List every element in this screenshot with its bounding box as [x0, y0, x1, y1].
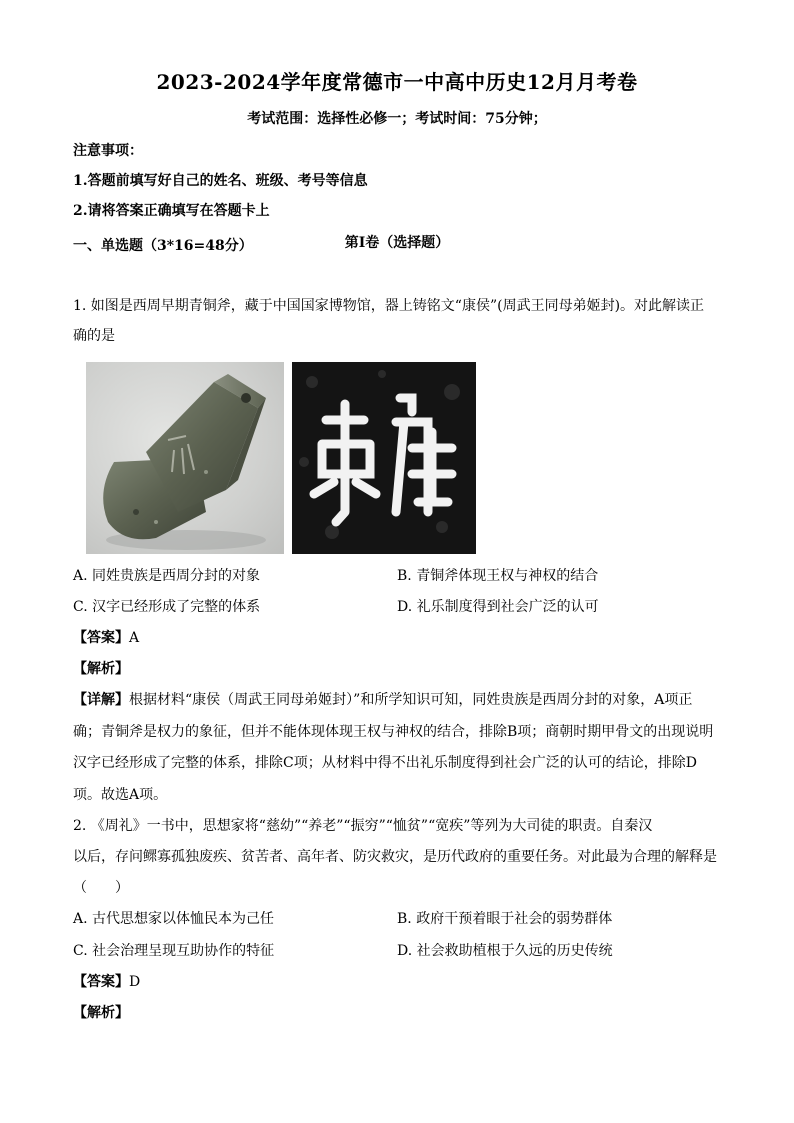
bronze-axe-photo — [86, 362, 284, 554]
q1-option-c[interactable]: C. 汉字已经形成了完整的体系 — [73, 599, 261, 615]
answer-value: A — [129, 630, 140, 646]
answer-tag: 【答案】 — [73, 974, 129, 990]
inscription-rubbing — [292, 362, 476, 554]
q1-option-a[interactable]: A. 同姓贵族是西周分封的对象 — [73, 568, 261, 584]
q2-analysis-tag: 【解析】 — [73, 1005, 129, 1021]
answer-tag: 【答案】 — [73, 630, 129, 646]
q1-detail-line-3: 汉字已经形成了完整的体系，排除C项；从材料中得不出礼乐制度得到社会广泛的认可的结论，排除D — [73, 755, 697, 771]
q2-stem-line-1: 2. 《周礼》一书中，思想家将“慈幼”“养老”“振穷”“恤贫”“宽疾”等列为大司徒的职责。自秦汉 — [73, 818, 653, 834]
q1-option-b[interactable]: B. 青铜斧体现王权与神权的结合 — [397, 568, 599, 584]
volume-title: 第Ⅰ卷（选择题） — [344, 235, 450, 251]
notice-heading: 注意事项： — [73, 143, 143, 159]
q2-stem-line-2: 以后，存问鳏寡孤独废疾、贫苦者、高年者、防灾救灾，是历代政府的重要任务。对此最为合理的解释是 — [73, 849, 717, 865]
notice-item-2: 2.请将答案正确填写在答题卡上 — [73, 203, 270, 219]
q2-answer — [73, 972, 723, 992]
section-title: 一、单选题（3*16=48分） — [73, 238, 253, 254]
notice-item-1: 1.答题前填写好自己的姓名、班级、考号等信息 — [73, 173, 368, 189]
detail-tag: 【详解】 — [73, 692, 129, 708]
q2-option-b[interactable]: B. 政府干预着眼于社会的弱势群体 — [397, 911, 613, 927]
q1-analysis-tag: 【解析】 — [73, 661, 129, 677]
q1-option-d[interactable]: D. 礼乐制度得到社会广泛的认可 — [397, 599, 599, 615]
q2-stem-line-3: （ ） — [73, 880, 129, 896]
answer-value: D — [129, 974, 141, 990]
q1-stem-line-2: 确的是 — [73, 328, 115, 344]
q1-detail-line-4: 项。故选A项。 — [73, 787, 168, 803]
detail-text: 根据材料“康侯（周武王同母弟姬封）”和所学知识可知，同姓贵族是西周分封的对象，A项正 — [129, 692, 693, 708]
exam-title: 2023-2024学年度常德市一中高中历史12月月考卷 — [156, 70, 638, 94]
q2-option-c[interactable]: C. 社会治理呈现互助协作的特征 — [73, 943, 275, 959]
q1-detail-line-2: 确；青铜斧是权力的象征，但并不能体现体现王权与神权的结合，排除B项；商朝时期甲骨文的出现说明 — [73, 724, 714, 740]
q1-stem-line-1: 1. 如图是西周早期青铜斧，藏于中国国家博物馆，器上铸铭文“康侯”(周武王同母弟姬封)。对此解读正 — [73, 298, 705, 314]
q1-answer — [73, 628, 723, 648]
q1-detail-line-1 — [73, 690, 723, 710]
q2-option-a[interactable]: A. 古代思想家以体恤民本为己任 — [73, 911, 275, 927]
exam-scope: 考试范围：选择性必修一；考试时间：75分钟； — [247, 111, 547, 127]
q2-option-d[interactable]: D. 社会救助植根于久远的历史传统 — [397, 943, 613, 959]
